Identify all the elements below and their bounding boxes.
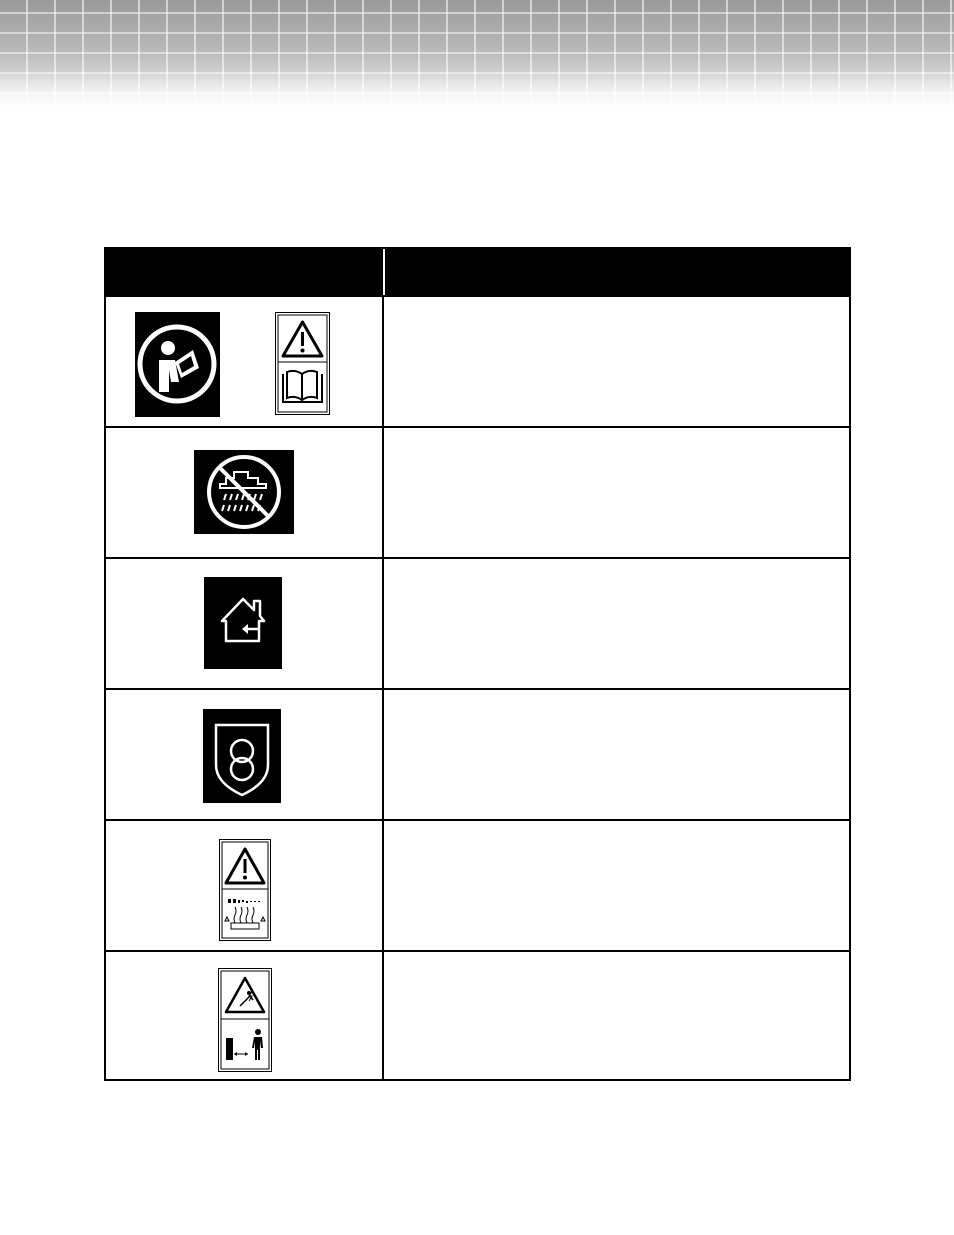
description-cell <box>384 952 849 1081</box>
table-row <box>106 688 849 819</box>
safety-isolating-transformer-icon <box>203 709 281 803</box>
symbols-table <box>104 247 851 1081</box>
description-cell <box>384 821 849 950</box>
header-divider <box>383 249 385 295</box>
description-cell <box>384 559 849 688</box>
table-row <box>106 295 849 426</box>
symbol-cell <box>106 559 384 688</box>
warning-hot-surface-label-icon <box>219 839 271 941</box>
symbol-cell <box>106 297 384 426</box>
header-banner-fade <box>0 70 954 112</box>
description-cell <box>384 428 849 557</box>
table-header <box>106 249 849 295</box>
table-row <box>106 557 849 688</box>
symbol-cell <box>106 821 384 950</box>
warning-electric-shock-keep-distance-label-icon <box>218 968 272 1072</box>
read-manual-icon <box>135 312 220 417</box>
indoor-use-only-icon <box>204 577 282 669</box>
table-row <box>106 819 849 950</box>
description-cell <box>384 297 849 426</box>
table-row <box>106 426 849 557</box>
symbol-cell <box>106 690 384 819</box>
symbol-cell <box>106 428 384 557</box>
description-cell <box>384 690 849 819</box>
table-row <box>106 950 849 1081</box>
warning-read-manual-label-icon <box>275 312 330 415</box>
symbol-cell <box>106 952 384 1081</box>
no-rain-icon <box>194 450 294 534</box>
